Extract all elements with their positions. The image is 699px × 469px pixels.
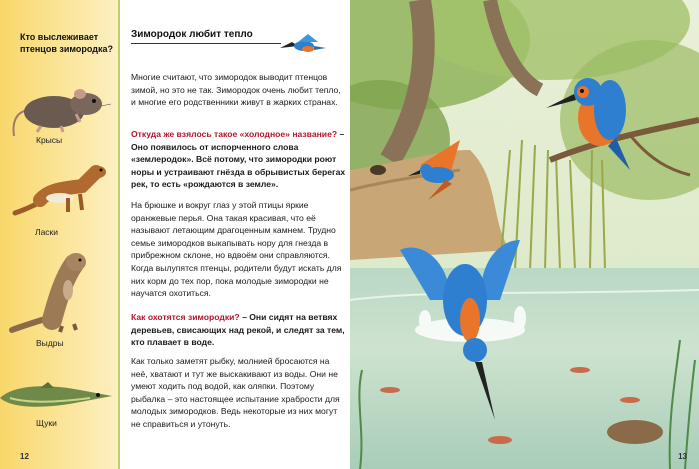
paragraph-intro: Многие считают, что зимородок выводит птенцов зимой, но это не так. Зимородок очень любит тепло, и многие его родственники живут в жарких странах. <box>131 72 341 108</box>
animal-label-weasels: Ласки <box>35 227 59 237</box>
paragraph-appearance: На брюшке и вокруг глаз у этой птицы яркие оранжевые перья. Она такая красивая, что её называют летающим драгоценным камнем. Трудно семье зимородков выкапывать нору для гнезда в прибрежном склоне, но вдвоём они справляются. Когда вылупятся птенцы, родители будут искать для них корм до тех пор, пока молодые зимородки не научатся охотиться. <box>131 200 342 299</box>
pike-icon <box>0 378 115 416</box>
sidebar-question: Кто выслеживает птенцов зимородка? <box>20 32 113 54</box>
kingfisher-small-icon <box>278 34 328 56</box>
otter-icon <box>8 250 108 335</box>
answer-hunting: – Они сидят на ветвях деревьев, свисающих над рекой, и следят за тем, кто плавает в воде. <box>131 312 345 348</box>
heading-rule <box>131 43 281 44</box>
kingfisher-illustration <box>350 0 699 469</box>
page-number-right: 13 <box>678 452 687 461</box>
question-name-origin: Откуда же взялось такое «холодное» название? <box>131 129 338 139</box>
answer-name-origin: – Оно появилось от испорченного слова «землеродок». Всё потому, что зимородки роют норы и устраивают гнёзда в обрывистых берегах рек, то есть «рождаются в земле». <box>131 129 346 190</box>
page-number-left: 12 <box>20 452 29 461</box>
weasel-icon <box>10 158 110 223</box>
rat-icon <box>6 82 116 137</box>
paragraph-name-origin <box>131 128 346 191</box>
animal-label-otters: Выдры <box>36 338 64 348</box>
river-scene <box>350 0 699 469</box>
animal-label-rats: Крысы <box>36 135 63 145</box>
question-hunting: Как охотятся зимородки? <box>131 312 240 322</box>
animal-label-pike: Щуки <box>36 418 57 428</box>
paragraph-fishing: Как только заметят рыбку, молнией бросаются на неё, хватают и тут же выскакивают из воды. Они не умеют ходить под водой, как оляпки. Поэтому рыбалка – это настоящее испытание храбрости для молодых зимородков. Ведь некоторые из них могут не справиться и утонуть. <box>131 356 340 429</box>
paragraph-hunting <box>131 311 346 349</box>
sidebar-divider <box>118 0 120 469</box>
article-title: Зимородок любит тепло <box>131 29 253 40</box>
